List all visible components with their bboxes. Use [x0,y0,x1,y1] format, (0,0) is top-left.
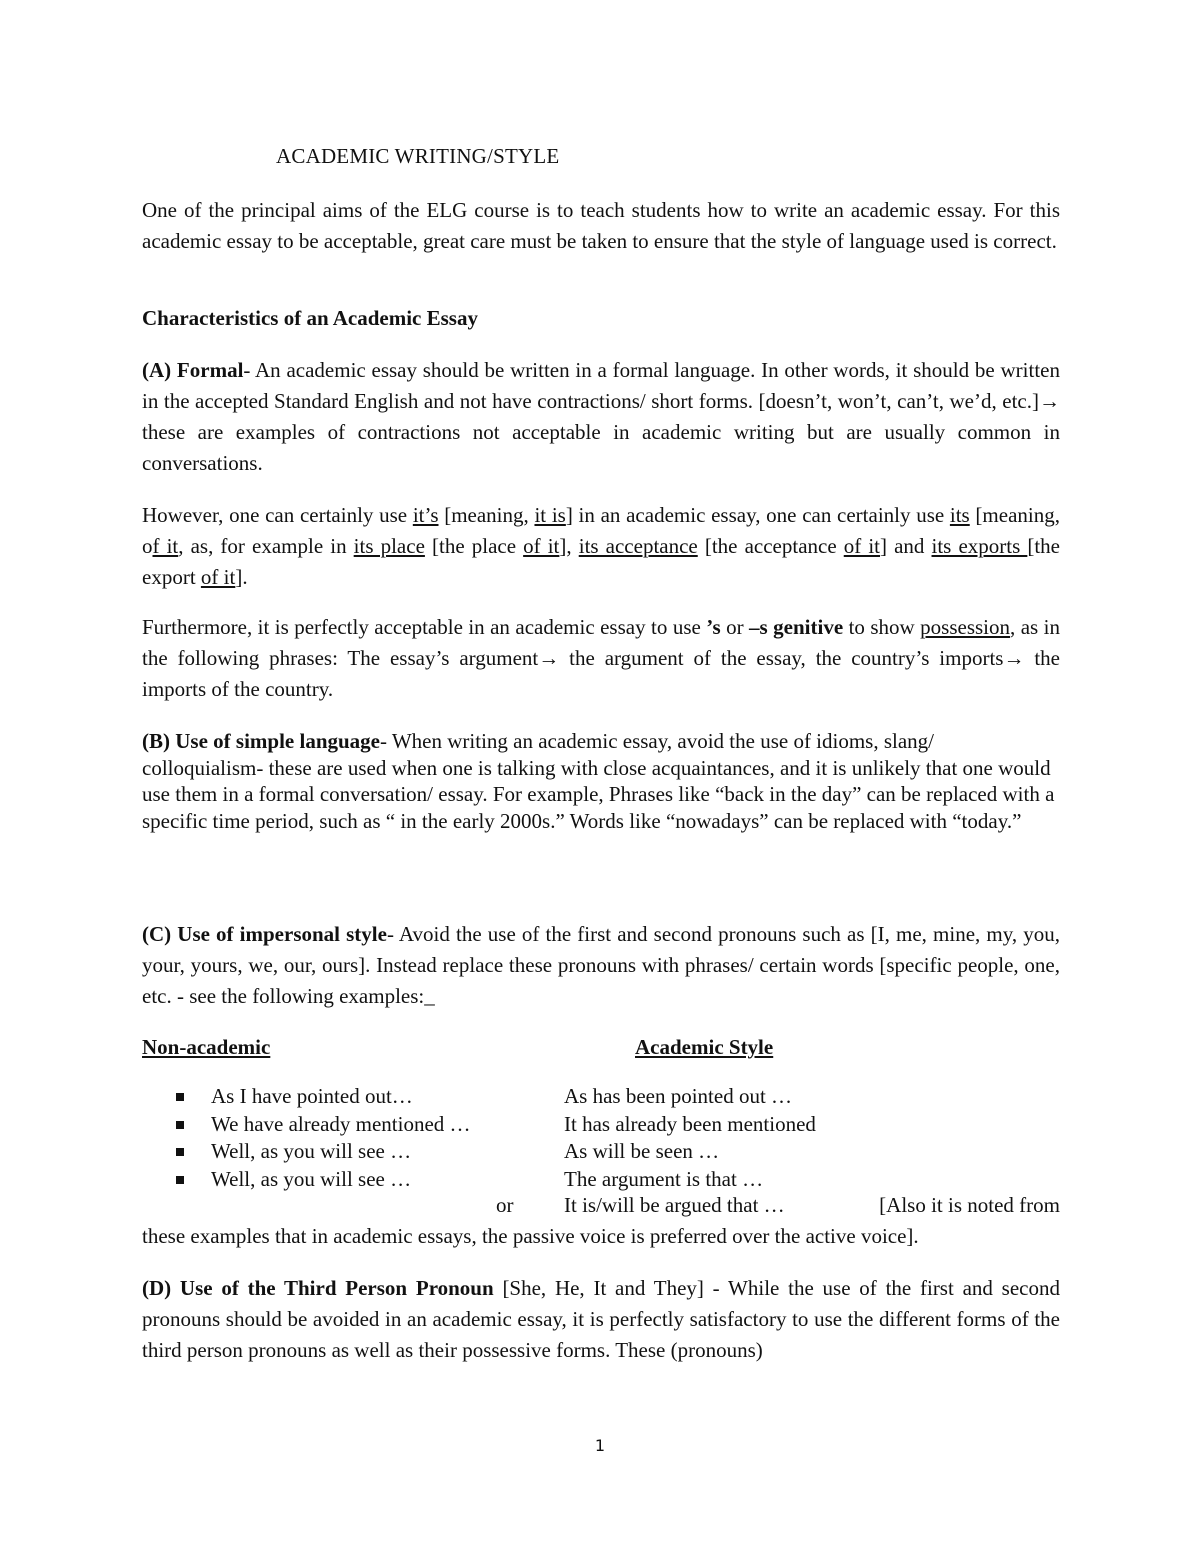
or-row [142,1193,1060,1220]
however-text: ]. [235,565,248,589]
page-title: ACADEMIC WRITING/STYLE [276,144,560,168]
bold-text: ’s [706,615,721,639]
however-text: [the place [424,534,524,558]
however-text: ] in an academic essay, one can certainly use [565,503,950,527]
page-number: 1 [594,1436,606,1455]
simple-label: (B) Use of simple language [142,729,380,753]
square-bullet-icon [176,1176,184,1184]
column-heading-non-academic: Non-academic [142,1035,271,1059]
academic-example: As has been pointed out … [564,1084,793,1108]
intro-paragraph: One of the principal aims of the ELG course is to teach students how to write an academic essay. For this academic essay to be acceptable, great care must be taken to ensure that the style of language used is correct. [142,198,1060,253]
underlined-text: of it [200,565,236,589]
underlined-text: possession [920,615,1011,639]
however-text: [the acceptance [697,534,844,558]
however-text: ] and [880,534,932,558]
non-academic-example: As I have pointed out… [211,1084,413,1108]
however-text: [meaning, [438,503,535,527]
simple-text: - When writing an academic essay, avoid the use of idioms, slang/ colloquialism- these are used when one is talking with close acquaintances, and it is unlikely that one would use them in a formal conversation/ essay. For example, Phrases like “back in the day” can be replaced with a specific time period, such as “ in the early 2000s.” Words like “nowadays” can be replaced with “today.” [142,729,1055,833]
formal-label: (A) Formal [142,358,244,382]
square-bullet-icon [176,1093,184,1101]
column-heading-academic-style: Academic Style [635,1035,774,1059]
however-text: , as, for example in [178,534,354,558]
academic-example: It is/will be argued that … [564,1193,785,1217]
furthermore-paragraph [142,612,1060,705]
underlined-text: its [949,503,970,527]
however-text: [meaning, o [142,503,1060,558]
impersonal-text: - Avoid the use of the first and second pronouns such as [I, me, mine, my, you, your, yours, we, our, ours]. Instead replace these pronouns with phrases/ certain words [specific people, one, etc. - see the following examples:_ [142,922,1060,1008]
square-bullet-icon [176,1121,184,1129]
non-academic-example: We have already mentioned … [211,1111,471,1136]
underlined-text: of it [843,534,881,558]
list-item [176,1139,876,1167]
academic-example: It has already been mentioned [564,1111,816,1136]
third-person-text: [She, He, It and They] - While the use of the first and second pronouns should be avoided in an academic essay, it is perfectly satisfactory to use the different forms of the third person pronouns as well as their possessive forms. These (pronouns) [142,1276,1060,1362]
underlined-text: it is [534,503,566,527]
however-paragraph [142,500,1060,593]
or-word: or [496,1193,514,1217]
non-academic-example: Well, as you will see … [211,1139,412,1163]
non-academic-example: Well, as you will see … [211,1166,412,1191]
academic-example: The argument is that … [564,1166,764,1191]
furthermore-text: or [720,615,750,639]
furthermore-text: to show [843,615,921,639]
however-text: However, one can certainly use [142,503,413,527]
passive-voice-note-end: these examples that in academic essays, the passive voice is preferred over the active voice]. [142,1224,919,1248]
underlined-text: of it [523,534,560,558]
third-person-paragraph [142,1273,1060,1366]
academic-example: As will be seen … [564,1139,720,1163]
however-text: ], [559,534,579,558]
impersonal-paragraph [142,919,1060,1012]
furthermore-text: , as in the following phrases: The essay’s argument→ the argument of the essay, the country’s imports→ the imports of the country. [142,615,1061,701]
formal-text: - An academic essay should be written in a formal language. In other words, it should be written in the accepted Standard English and not have contractions/ short forms. [doesn’t, won’t, can’t, we’d, etc.]→ these are examples of contractions not acceptable in academic writing but are usually common in conversations. [142,358,1060,475]
formal-paragraph [142,355,1060,479]
underlined-text: its exports [931,534,1028,558]
list-item [176,1112,876,1140]
simple-language-paragraph [142,728,1060,834]
underlined-text: f it [152,534,179,558]
list-item [176,1084,876,1112]
bold-text: –s genitive [749,615,844,639]
square-bullet-icon [176,1148,184,1156]
underlined-text: it’s [412,503,439,527]
impersonal-label: (C) Use of impersonal style [142,922,387,946]
characteristics-heading: Characteristics of an Academic Essay [142,306,478,330]
furthermore-text: Furthermore, it is perfectly acceptable in an academic essay to use [142,615,707,639]
list-item [176,1167,876,1195]
third-person-label: (D) Use of the Third Person Pronoun [142,1276,494,1300]
underlined-text: its place [353,534,425,558]
however-text: [the export [142,534,1061,589]
examples-list [176,1084,876,1194]
passive-voice-note-start: [Also it is noted from [879,1193,1060,1217]
underlined-text: its acceptance [578,534,698,558]
